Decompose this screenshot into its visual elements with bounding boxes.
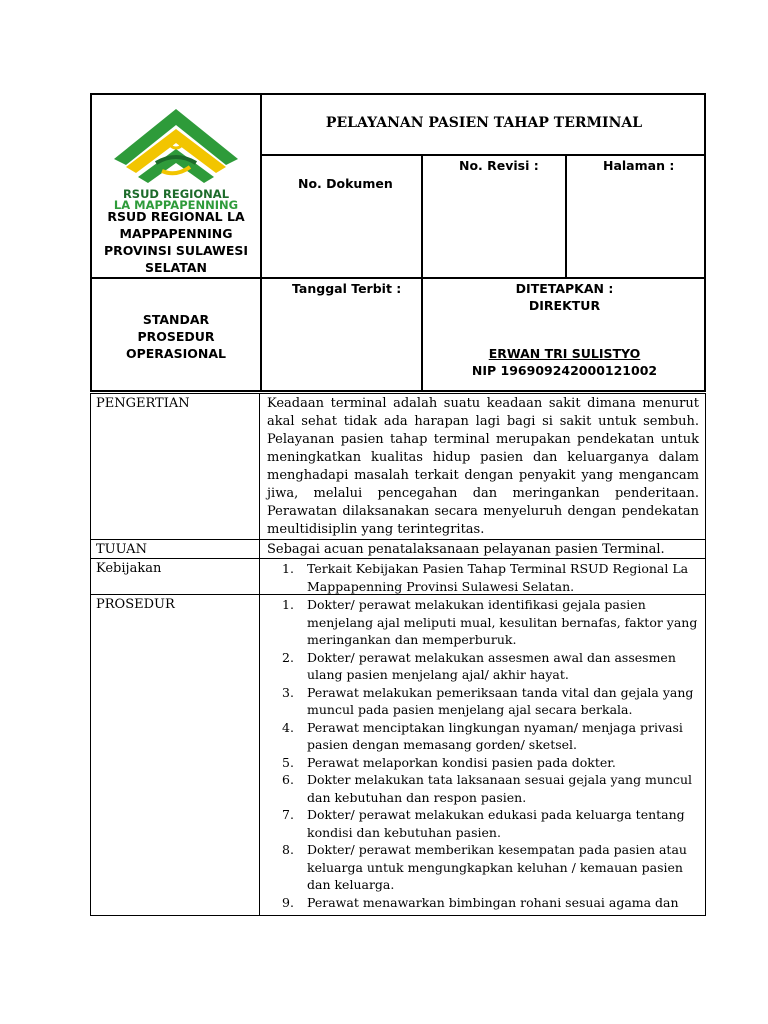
hospital-logo bbox=[106, 101, 246, 213]
svg-text:RSUD REGIONAL: RSUD REGIONAL bbox=[122, 187, 230, 201]
title-cell bbox=[260, 95, 704, 154]
list-item bbox=[262, 684, 699, 719]
kebijakan-list bbox=[262, 560, 699, 594]
pengertian-label: PENGERTIAN bbox=[91, 394, 260, 539]
tujuan-label: TUUAN bbox=[91, 540, 260, 558]
tujuan-row bbox=[91, 540, 705, 559]
list-item-number: 9. bbox=[282, 894, 294, 910]
list-item bbox=[262, 560, 699, 594]
list-item-number: 5. bbox=[282, 754, 294, 770]
list-item bbox=[262, 841, 699, 894]
list-item-text: Perawat melaporkan kondisi pasien pada dokter. bbox=[307, 754, 616, 770]
kebijakan-row bbox=[91, 559, 705, 595]
prosedur-list bbox=[262, 596, 699, 911]
no-dokumen-label: No. Dokumen bbox=[298, 176, 393, 191]
kebijakan-label: Kebijakan bbox=[91, 559, 260, 594]
document-header-table bbox=[90, 93, 706, 392]
tanggal-terbit-cell bbox=[260, 277, 421, 390]
list-item-text: Dokter/ perawat melakukan assesmen awal dan assesmen ulang pasien menjelang ajal/ akhir hayat. bbox=[307, 649, 676, 682]
halaman-cell bbox=[565, 154, 704, 277]
list-item-text: Dokter/ perawat memberikan kesempatan pada pasien atau keluarga untuk mengungkapkan keluhan / kemauan pasien dan keluarga. bbox=[307, 842, 687, 892]
halaman-label: Halaman : bbox=[603, 158, 675, 173]
list-item bbox=[262, 754, 699, 772]
no-dokumen-cell bbox=[260, 154, 421, 277]
hospital-name: RSUD REGIONAL LA MAPPAPENNING PROVINSI SULAWESI SELATAN bbox=[103, 209, 249, 275]
list-item-number: 8. bbox=[282, 842, 294, 857]
list-item-text: Terkait Kebijakan Pasien Tahap Terminal RSUD Regional La Mappapenning Provinsi Sulawesi Selatan. bbox=[307, 561, 689, 594]
prosedur-label: PROSEDUR bbox=[91, 595, 260, 915]
ditetapkan-cell bbox=[421, 277, 704, 390]
list-item-number: 1. bbox=[282, 561, 294, 576]
no-revisi-label: No. Revisi : bbox=[459, 158, 539, 173]
sop-content-table bbox=[90, 393, 706, 916]
list-item-number: 2. bbox=[282, 649, 294, 665]
list-item bbox=[262, 596, 699, 649]
prosedur-row bbox=[91, 595, 705, 915]
pengertian-text: Keadaan terminal adalah suatu keadaan sakit dimana menurut akal sehat tidak ada harapan lagi bagi si sakit untuk sembuh. Pelayanan pasien tahap terminal merupakan pendekatan untuk meningkatkan kualitas hidup pasien dan keluarganya dalam menghadapi masalah terkait dengan penyakit yang mengancam jiwa, melalui pencegahan dan meringankan penderitaan. Perawatan dilaksanakan secara menyeluruh dengan pendekatan meultidisiplin yang terintegritas. bbox=[267, 396, 699, 537]
list-item-text: Perawat menciptakan lingkungan nyaman/ menjaga privasi pasien dengan memasang gorden/ sketsel. bbox=[307, 719, 683, 752]
logo-cell bbox=[92, 95, 260, 277]
tujuan-text: Sebagai acuan penatalaksanaan pelayanan pasien Terminal. bbox=[267, 542, 665, 557]
list-item-text: Perawat menawarkan bimbingan rohani sesuai agama dan bbox=[307, 894, 679, 910]
ditetapkan-label: DITETAPKAN : bbox=[515, 281, 614, 296]
list-item-number: 6. bbox=[282, 772, 294, 787]
list-item-text: Dokter melakukan tata laksanaan sesuai gejala yang muncul dan kebutuhan dan respon pasien. bbox=[307, 772, 693, 805]
list-item bbox=[262, 719, 699, 754]
tanggal-terbit-label: Tanggal Terbit : bbox=[292, 281, 402, 296]
list-item-text: Dokter/ perawat melakukan edukasi pada keluarga tentang kondisi dan kebutuhan pasien. bbox=[307, 807, 685, 840]
list-item-number: 1. bbox=[282, 597, 294, 612]
director-name: ERWAN TRI SULISTYO bbox=[488, 346, 641, 361]
list-item bbox=[262, 894, 699, 912]
sop-cell bbox=[92, 277, 260, 390]
pengertian-row bbox=[91, 394, 705, 540]
list-item-text: Dokter/ perawat melakukan identifikasi gejala pasien menjelang ajal meliputi mual, kesulitan bernafas, faktor yang meringankan dan memperburuk. bbox=[307, 597, 698, 647]
list-item-number: 7. bbox=[282, 807, 294, 822]
list-item-text: Perawat melakukan pemeriksaan tanda vital dan gejala yang muncul pada pasien menjelang ajal secara berkala. bbox=[307, 684, 694, 717]
director-nip: NIP 196909242000121002 bbox=[471, 363, 658, 378]
document-title: PELAYANAN PASIEN TAHAP TERMINAL bbox=[325, 115, 643, 131]
list-item bbox=[262, 771, 699, 806]
list-item-number: 3. bbox=[282, 684, 294, 700]
list-item-number: 4. bbox=[282, 719, 294, 735]
list-item bbox=[262, 649, 699, 684]
no-revisi-cell bbox=[421, 154, 565, 277]
list-item bbox=[262, 806, 699, 841]
direktur-label: DIREKTUR bbox=[528, 298, 601, 313]
sop-label: STANDAR PROSEDUR OPERASIONAL bbox=[125, 312, 226, 361]
svg-text:LA MAPPAPENNING: LA MAPPAPENNING bbox=[113, 198, 239, 212]
